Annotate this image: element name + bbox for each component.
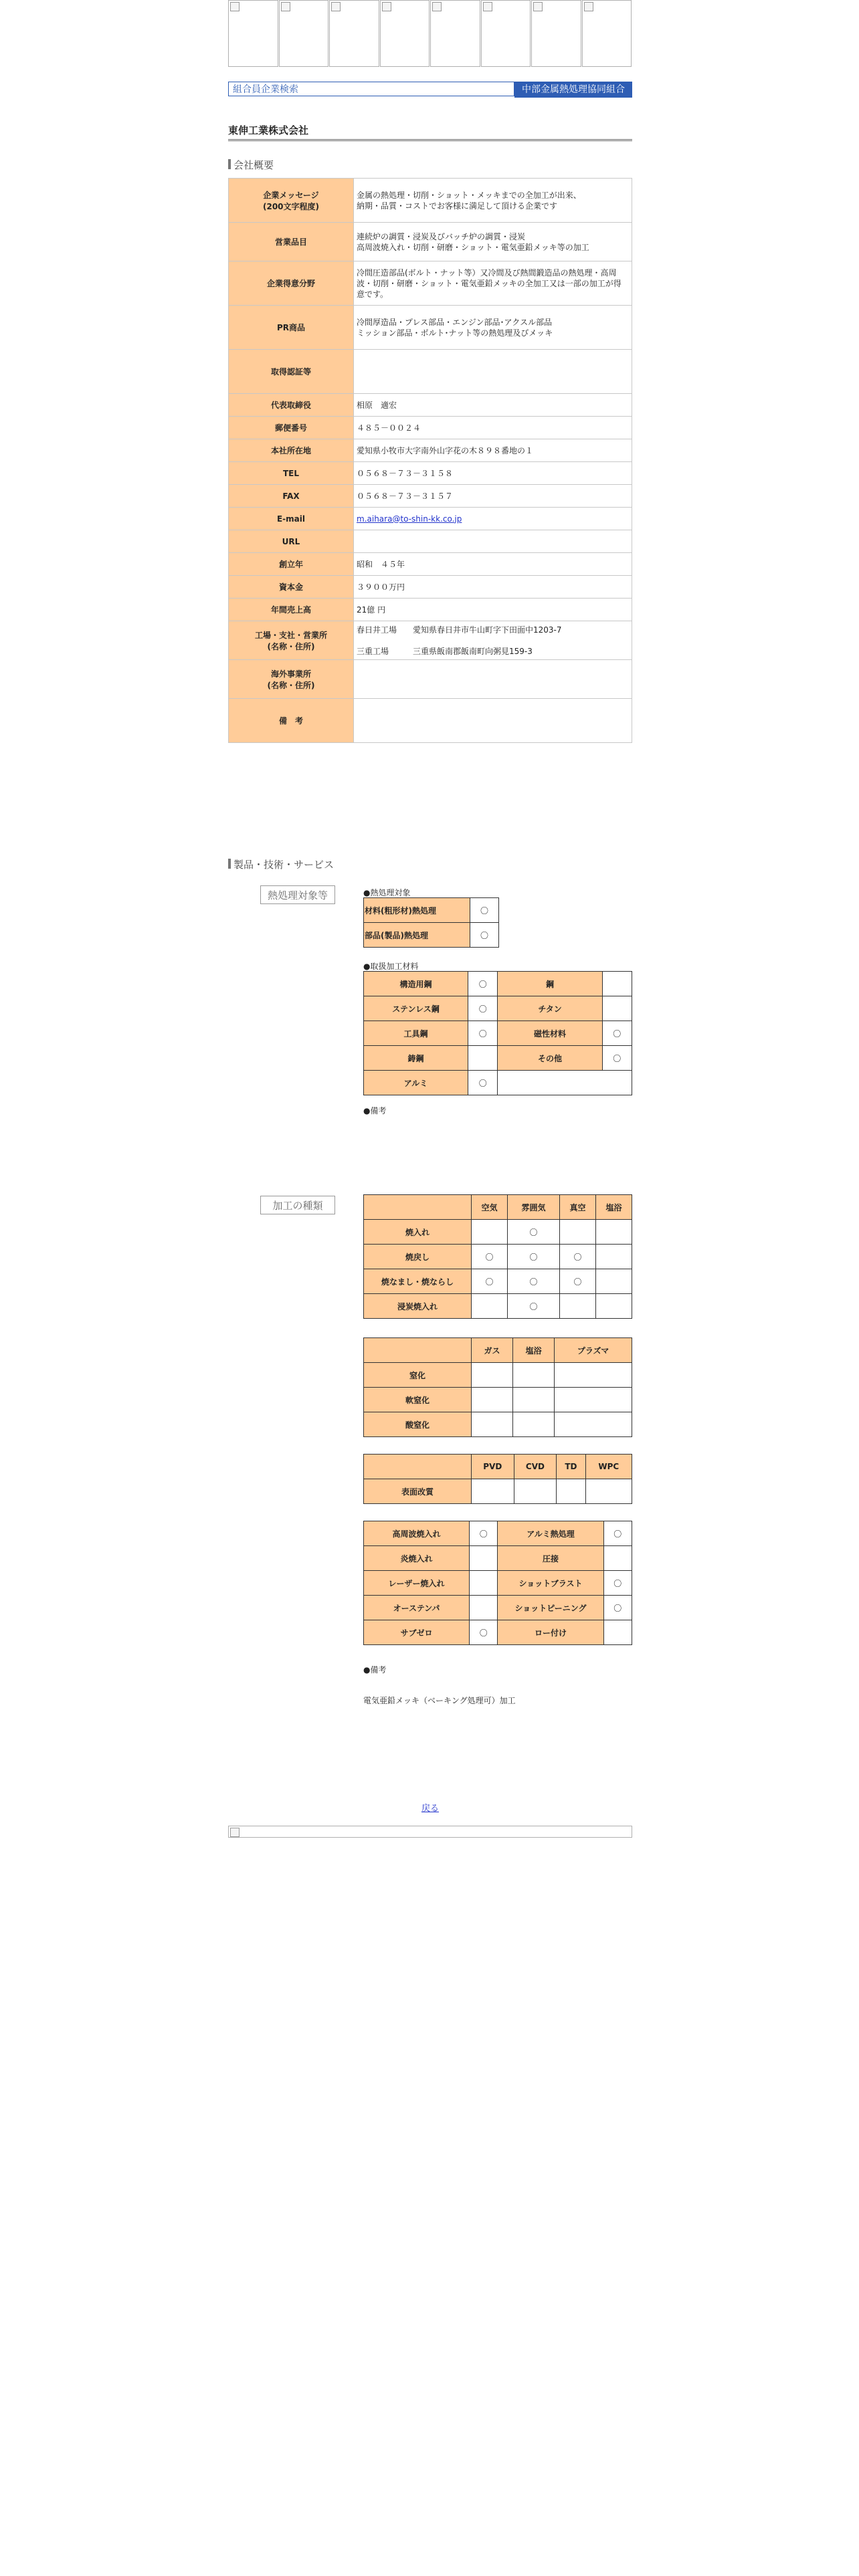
nav-image-7[interactable] <box>531 0 581 67</box>
process-label: 表面改質 <box>364 1479 472 1504</box>
search-bar <box>228 82 632 98</box>
other-label: 高周波焼入れ <box>364 1521 470 1546</box>
process-label: 酸窒化 <box>364 1412 472 1437</box>
process-label: 軟窒化 <box>364 1388 472 1412</box>
info-value <box>354 699 632 743</box>
process-mark <box>472 1479 514 1504</box>
header-row <box>364 1338 632 1363</box>
process-label: 焼入れ <box>364 1220 472 1245</box>
other-row <box>364 1546 632 1571</box>
info-label: 海外事業所 (名称・住所) <box>229 660 354 699</box>
other-label: アルミ熱処理 <box>498 1521 603 1546</box>
process-mark: 〇 <box>559 1245 595 1269</box>
process-mark <box>513 1412 555 1437</box>
process-row <box>364 1479 632 1504</box>
info-label: PR商品 <box>229 306 354 350</box>
column-header: PVD <box>472 1455 514 1479</box>
info-label: 本社所在地 <box>229 439 354 462</box>
column-header: WPC <box>585 1455 632 1479</box>
process-mark: 〇 <box>559 1269 595 1294</box>
column-header: 塩浴 <box>595 1195 632 1220</box>
target-mark: 〇 <box>470 898 499 923</box>
info-value <box>354 508 632 530</box>
material-mark: 〇 <box>468 1021 498 1046</box>
target-label: 部品(製品)熱処理 <box>364 923 470 948</box>
other-row <box>364 1521 632 1546</box>
process-label: 浸炭焼入れ <box>364 1294 472 1319</box>
nav-image-8[interactable] <box>582 0 632 67</box>
process-mark <box>472 1294 508 1319</box>
column-header: CVD <box>514 1455 557 1479</box>
process-mark: 〇 <box>508 1245 560 1269</box>
process-row <box>364 1269 632 1294</box>
info-value: 冷間圧造部品(ボルト・ナット等）又冷間及び熱間鍛造品の熱処理・高周波・切削・研磨・ショット・電気亜鉛メッキの全加工又は一部の加工が得意です。 <box>354 261 632 306</box>
material-mark: 〇 <box>468 972 498 996</box>
info-label: 企業メッセージ (200文字程度) <box>229 179 354 223</box>
broken-image-icon <box>230 2 240 11</box>
material-row <box>364 1046 632 1071</box>
info-label: 企業得意分野 <box>229 261 354 306</box>
info-row <box>229 439 632 462</box>
material-label: 工具鋼 <box>364 1021 468 1046</box>
nav-image-2[interactable] <box>279 0 329 67</box>
process-label: 窒化 <box>364 1363 472 1388</box>
other-mark <box>470 1546 498 1571</box>
broken-image-icon <box>533 2 543 11</box>
process-mark: 〇 <box>508 1220 560 1245</box>
company-name: 東伸工業株式会社 <box>228 123 632 141</box>
company-info-table <box>228 178 632 743</box>
material-mark: 〇 <box>468 1071 498 1095</box>
remark-label: ●備考 <box>363 1106 387 1115</box>
process-mark <box>472 1220 508 1245</box>
info-value: ０５６８－７３－３１５７ <box>354 485 632 508</box>
info-value <box>354 530 632 553</box>
page-wrapper <box>228 0 632 1814</box>
target-table <box>363 897 499 948</box>
material-mark <box>602 972 632 996</box>
info-row <box>229 699 632 743</box>
process-mark <box>472 1363 513 1388</box>
process-mark <box>595 1294 632 1319</box>
info-label: 郵便番号 <box>229 417 354 439</box>
material-row <box>364 1021 632 1046</box>
target-mark: 〇 <box>470 923 499 948</box>
nav-image-3[interactable] <box>329 0 379 67</box>
info-row <box>229 599 632 621</box>
process-mark <box>472 1412 513 1437</box>
info-label: TEL <box>229 462 354 485</box>
other-mark: 〇 <box>603 1521 632 1546</box>
other-mark <box>470 1596 498 1620</box>
back-link[interactable]: 戻る <box>421 1804 439 1814</box>
info-row <box>229 576 632 599</box>
target-label: 材料(粗形材)熱処理 <box>364 898 470 923</box>
process-mark <box>559 1294 595 1319</box>
info-value: 冷間厚造品・プレス部品・エンジン部品･アクスル部品 ミッション部品・ボルト･ナット等の熱処理及びメッキ <box>354 306 632 350</box>
other-process-table <box>363 1521 632 1645</box>
broken-image-icon <box>483 2 492 11</box>
other-label: ロー付け <box>498 1620 603 1645</box>
info-row <box>229 553 632 576</box>
nitriding-table <box>363 1337 632 1437</box>
process-row <box>364 1412 632 1437</box>
other-row <box>364 1596 632 1620</box>
info-value: 金属の熱処理・切削・ショット・メッキまでの全加工が出来、 納期・品質・コストでお客様に満足して頂ける企業です <box>354 179 632 223</box>
header-blank <box>364 1338 472 1363</box>
nav-image-1[interactable] <box>228 0 278 67</box>
process-mark <box>559 1220 595 1245</box>
header-blank <box>364 1195 472 1220</box>
info-row <box>229 394 632 417</box>
top-nav-images <box>228 0 632 67</box>
remark2-text: 電気亜鉛メッキ（ベーキング処理可）加工 <box>363 1696 516 1705</box>
material-label: チタン <box>498 996 602 1021</box>
process-label: 焼戻し <box>364 1245 472 1269</box>
broken-image-icon <box>331 2 341 11</box>
material-mark: 〇 <box>468 996 498 1021</box>
process-mark: 〇 <box>472 1245 508 1269</box>
association-banner[interactable]: 中部金属熱処理協同組合 <box>514 82 632 98</box>
header-row <box>364 1195 632 1220</box>
material-empty <box>498 1071 632 1095</box>
other-label: レーザー焼入れ <box>364 1571 470 1596</box>
process-mark: 〇 <box>508 1294 560 1319</box>
info-row <box>229 417 632 439</box>
other-mark: 〇 <box>470 1620 498 1645</box>
info-row <box>229 223 632 261</box>
process-mark <box>557 1479 585 1504</box>
column-header: 塩浴 <box>513 1338 555 1363</box>
process-row <box>364 1388 632 1412</box>
process-mark <box>595 1245 632 1269</box>
info-row <box>229 621 632 660</box>
process-mark: 〇 <box>508 1269 560 1294</box>
process-mark <box>513 1388 555 1412</box>
email-link[interactable]: m.aihara@to-shin-kk.co.jp <box>357 514 462 524</box>
column-header: TD <box>557 1455 585 1479</box>
process-mark <box>595 1269 632 1294</box>
info-value <box>354 350 632 394</box>
info-label: 取得認証等 <box>229 350 354 394</box>
info-label: 代表取締役 <box>229 394 354 417</box>
process-row <box>364 1220 632 1245</box>
other-label: ショットブラスト <box>498 1571 603 1596</box>
info-row <box>229 508 632 530</box>
process-mark <box>595 1220 632 1245</box>
other-row <box>364 1571 632 1596</box>
process-mark <box>472 1388 513 1412</box>
material-label: アルミ <box>364 1071 468 1095</box>
material-row <box>364 972 632 996</box>
process-mark <box>555 1363 632 1388</box>
other-label: ショットピーニング <box>498 1596 603 1620</box>
info-value: 愛知県小牧市大字南外山字花の木８９８番地の１ <box>354 439 632 462</box>
process-mark <box>555 1388 632 1412</box>
info-label: 創立年 <box>229 553 354 576</box>
info-label: 備 考 <box>229 699 354 743</box>
material-mark: 〇 <box>602 1021 632 1046</box>
header-blank <box>364 1455 472 1479</box>
broken-image-icon <box>432 2 442 11</box>
hardening-table <box>363 1194 632 1319</box>
info-value: ３９００万円 <box>354 576 632 599</box>
broken-image-icon <box>382 2 391 11</box>
material-label: その他 <box>498 1046 602 1071</box>
other-label: 炎焼入れ <box>364 1546 470 1571</box>
info-value: ４８５－００２４ <box>354 417 632 439</box>
material-mark <box>602 996 632 1021</box>
member-search-title: 組合員企業検索 <box>228 82 514 96</box>
process-mark <box>514 1479 557 1504</box>
material-label: 磁性材料 <box>498 1021 602 1046</box>
other-label: オーステンパ <box>364 1596 470 1620</box>
info-row <box>229 462 632 485</box>
material-label: 鋳鋼 <box>364 1046 468 1071</box>
process-mark: 〇 <box>472 1269 508 1294</box>
material-mark <box>468 1046 498 1071</box>
other-mark <box>603 1546 632 1571</box>
target-row <box>364 923 499 948</box>
info-value: 相原 適宏 <box>354 394 632 417</box>
info-row <box>229 350 632 394</box>
process-row <box>364 1294 632 1319</box>
other-mark <box>603 1620 632 1645</box>
info-value: 連続炉の調質・浸炭及びバッチ炉の調質・浸炭 高周波焼入れ・切削・研磨・ショット・電気亜鉛メッキ等の加工 <box>354 223 632 261</box>
other-mark: 〇 <box>470 1521 498 1546</box>
info-label: URL <box>229 530 354 553</box>
materials-table <box>363 971 632 1095</box>
info-value <box>354 660 632 699</box>
process-row <box>364 1245 632 1269</box>
other-mark <box>470 1571 498 1596</box>
other-label: サブゼロ <box>364 1620 470 1645</box>
other-mark: 〇 <box>603 1571 632 1596</box>
info-row <box>229 179 632 223</box>
info-label: 営業品目 <box>229 223 354 261</box>
remark2-label: ●備考 <box>363 1665 387 1675</box>
process-label: 焼なまし・焼ならし <box>364 1269 472 1294</box>
info-row <box>229 485 632 508</box>
nav-image-4[interactable] <box>380 0 430 67</box>
process-row <box>364 1363 632 1388</box>
material-row <box>364 1071 632 1095</box>
column-header: プラズマ <box>555 1338 632 1363</box>
info-value: 21億 円 <box>354 599 632 621</box>
other-mark: 〇 <box>603 1596 632 1620</box>
info-value: 昭和 ４５年 <box>354 553 632 576</box>
process-mark <box>513 1363 555 1388</box>
info-label: FAX <box>229 485 354 508</box>
footer-image <box>228 1826 632 1838</box>
info-row <box>229 660 632 699</box>
surface-table <box>363 1454 632 1504</box>
process-mark <box>585 1479 632 1504</box>
material-label: ステンレス鋼 <box>364 996 468 1021</box>
header-row <box>364 1455 632 1479</box>
column-header: ガス <box>472 1338 513 1363</box>
column-header: 空気 <box>472 1195 508 1220</box>
info-row <box>229 261 632 306</box>
info-label: 年間売上高 <box>229 599 354 621</box>
target-note: ●熱処理対象 <box>363 888 411 897</box>
broken-image-icon <box>281 2 290 11</box>
material-mark: 〇 <box>602 1046 632 1071</box>
tag-process-type: 加工の種類 <box>260 1196 335 1214</box>
material-label: 鋼 <box>498 972 602 996</box>
nav-image-6[interactable] <box>481 0 531 67</box>
material-row <box>364 996 632 1021</box>
info-row <box>229 530 632 553</box>
products-heading: 製品・技術・サービス <box>228 857 334 871</box>
info-label: 工場・支社・営業所 (名称・住所) <box>229 621 354 660</box>
other-row <box>364 1620 632 1645</box>
info-row <box>229 306 632 350</box>
info-label: 資本金 <box>229 576 354 599</box>
info-label: E-mail <box>229 508 354 530</box>
process-mark <box>555 1412 632 1437</box>
info-value: ０５６８－７３－３１５８ <box>354 462 632 485</box>
material-note: ●取扱加工材料 <box>363 962 419 971</box>
column-header: 雰囲気 <box>508 1195 560 1220</box>
overview-heading: 会社概要 <box>228 158 274 172</box>
other-label: 圧接 <box>498 1546 603 1571</box>
nav-image-5[interactable] <box>430 0 480 67</box>
tag-heat-treatment-target: 熱処理対象等 <box>260 885 335 904</box>
broken-image-icon <box>230 1828 240 1837</box>
info-value: 春日井工場 愛知県春日井市牛山町字下田面中1203-7 三重工場 三重県飯南郡飯南町向粥見159-3 <box>354 621 632 660</box>
broken-image-icon <box>584 2 593 11</box>
target-row <box>364 898 499 923</box>
material-label: 構造用鋼 <box>364 972 468 996</box>
column-header: 真空 <box>559 1195 595 1220</box>
